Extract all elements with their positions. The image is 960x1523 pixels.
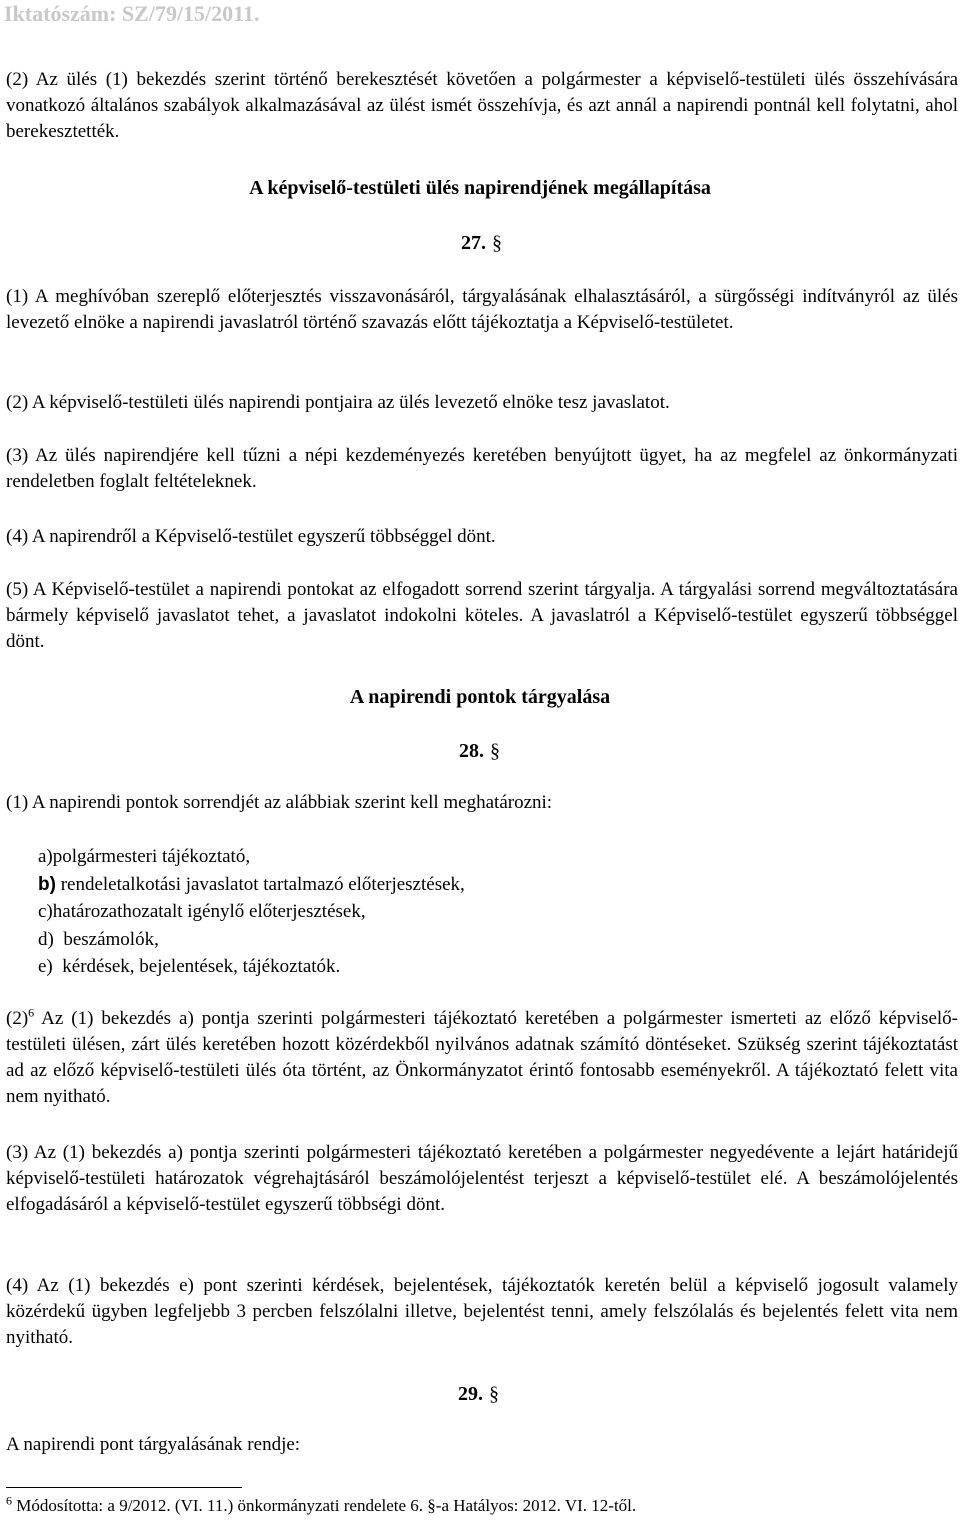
list-item <box>38 953 465 981</box>
list-item-text: beszámolók, <box>63 928 159 950</box>
s28-paragraph-2 <box>6 1006 958 1110</box>
list-marker: a) <box>38 846 53 867</box>
section-28 <box>459 738 500 764</box>
agenda-order-list <box>38 843 465 981</box>
list-marker: b) <box>38 873 56 895</box>
paragraph-text: Az (1) bekezdés a) pontja szerinti polgármesteri tájékoztató keretében a polgármester ismerteti az előző képviselő-testületi ülésen, zárt ülés keretében hozott közérdekből nyilvános adatnak számító döntéseket. Szükség szerint tájékoztatást ad az előző képviselő-testületi ülés óta történt, az Önkormányzatot érintő fontosabb eseményekről. A tájékoztató felett vita nem nyitható. <box>6 1008 959 1107</box>
heading-napirend-megallapitasa: A képviselő-testületi ülés napirendjének megállapítása <box>249 177 711 199</box>
s28-paragraph-3: (3) Az (1) bekezdés a) pontja szerinti polgármesteri tájékoztató keretében a polgármester negyedévente a lejárt határidejű képviselő-testületi határozatok végrehajtásáról beszámolójelentést terjeszt a képviselő-testület elé. A beszámolójelentés elfogadásáról a képviselő-testület egyszerű többségi dönt. <box>6 1142 958 1215</box>
list-item <box>38 843 465 871</box>
footnote-text: Módosította: a 9/2012. (VI. 11.) önkormányzati rendelete 6. §-a Hatályos: 2012. VI. 12-től. <box>16 1496 637 1515</box>
list-item-text: kérdések, bejelentések, tájékoztatók. <box>62 956 341 977</box>
footnote-reference[interactable]: 6 <box>28 1005 35 1020</box>
s27-paragraph-2: (2) A képviselő-testületi ülés napirendi pontjaira az ülés levezető elnöke tesz javaslatot. <box>6 392 670 413</box>
footnote-separator <box>6 1487 242 1488</box>
s28-paragraph-4: (4) Az (1) bekezdés e) pont szerinti kérdések, bejelentések, tájékoztatók keretén belül a képviselő jogosult valamely közérdekű ügyben legfeljebb 3 percben felszólalni illetve, bejelentést tenni, amely felszólalás és bejelentés felett vita nem nyitható. <box>6 1275 958 1348</box>
footnote <box>6 1494 636 1518</box>
list-marker: c) <box>38 901 53 922</box>
paragraph-intro-2: (2) Az ülés (1) bekezdés szerint történő berekesztését követően a polgármester a képviselő-testületi ülés összehívására vonatkozó általános szabályok alkalmazásával az ülést ismét összehívja, és azt annál a napirendi pontnál kell folytatni, ahol berekesztették. <box>6 69 958 142</box>
list-item-text: rendeletalkotási javaslatot tartalmazó előterjesztések, <box>60 873 465 895</box>
s27-paragraph-1: (1) A meghívóban szereplő előterjesztés visszavonásáról, tárgyalásának elhalasztásáról, a sürgősségi indítványról az ülés levezető elnöke a napirendi javaslatról történő szavazás előtt tájékoztatja a Képviselő-testületet. <box>6 286 958 333</box>
section-number: 29. <box>458 1383 483 1405</box>
list-item <box>38 871 465 899</box>
section-27 <box>461 230 502 256</box>
footnote-number: 6 <box>6 1493 12 1508</box>
section-29 <box>458 1381 499 1407</box>
s27-paragraph-3: (3) Az ülés napirendjére kell tűzni a népi kezdeményezés keretében benyújtott ügyet, ha az megfelel az önkormányzati rendeletben foglalt feltételeknek. <box>6 445 958 492</box>
list-item-text: határozathozatalt igénylő előterjesztések, <box>52 901 366 922</box>
section-number: 28. <box>459 740 484 762</box>
section-sign: § <box>490 740 500 762</box>
section-sign: § <box>492 232 502 254</box>
document-id: Iktatószám: SZ/79/15/2011. <box>4 1 260 26</box>
s27-paragraph-5: (5) A Képviselő-testület a napirendi pontokat az elfogadott sorrend szerint tárgyalja. A tárgyalási sorrend megváltoztatására bármely képviselő javaslatot tehet, a javaslatot indokolni köteles. A javaslatról a Képviselő-testület egyszerű többséggel dönt. <box>6 579 958 652</box>
list-item-text: polgármesteri tájékoztató, <box>52 846 251 867</box>
paragraph-number: (2) <box>6 1008 29 1029</box>
heading-napirendi-pontok-targyalasa: A napirendi pontok tárgyalása <box>349 686 611 708</box>
s29-paragraph-1: A napirendi pont tárgyalásának rendje: <box>6 1434 301 1455</box>
list-item <box>38 926 465 954</box>
section-sign: § <box>489 1383 499 1405</box>
list-item <box>38 898 465 926</box>
section-number: 27. <box>461 232 486 254</box>
s28-paragraph-1: (1) A napirendi pontok sorrendjét az alábbiak szerint kell meghatározni: <box>6 792 553 813</box>
list-marker: e) <box>38 956 53 977</box>
list-marker: d) <box>38 928 54 950</box>
s27-paragraph-4: (4) A napirendről a Képviselő-testület egyszerű többséggel dönt. <box>6 526 496 547</box>
